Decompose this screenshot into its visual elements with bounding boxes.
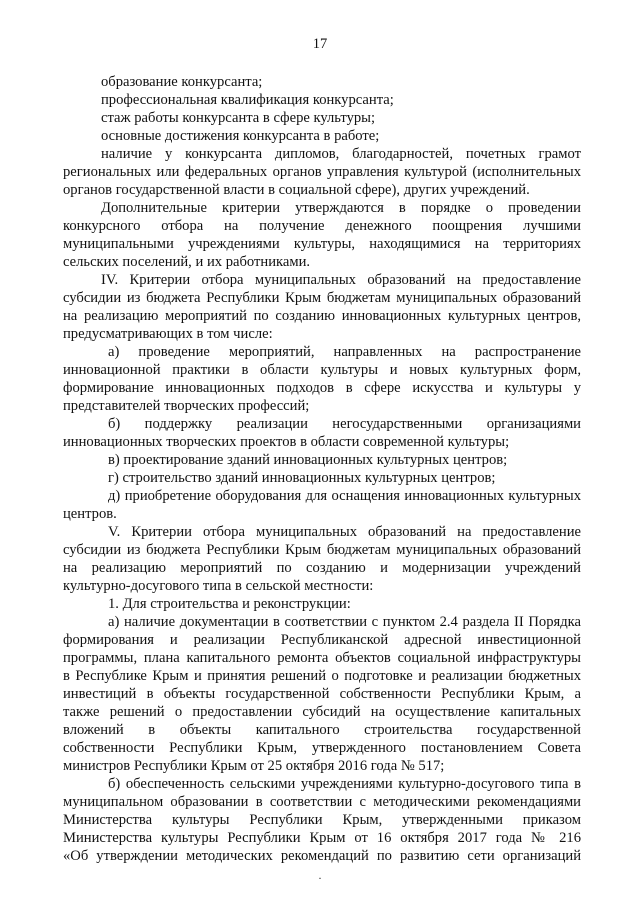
- text-line: органов государственной власти в социальной сфере), других учреждений.: [63, 182, 530, 198]
- text-line: б) обеспеченность сельскими учреждениями культурно-досугового типа в: [108, 776, 581, 792]
- text-line: сельских поселений, и их работниками.: [63, 254, 311, 270]
- text-line: формирования и реализации Республиканской адресной инвестиционной: [63, 632, 581, 648]
- text-line: представителей творческих профессий;: [63, 398, 310, 414]
- text-line: инвестиций в объекты государственной собственности Республики Крым, а: [63, 686, 581, 702]
- text-line: а) проведение мероприятий, направленных на распространение: [108, 344, 581, 360]
- text-line: IV. Критерии отбора муниципальных образований на предоставление: [101, 272, 581, 288]
- text-line: программы, плана капитального ремонта объектов социальной инфраструктуры: [63, 650, 581, 666]
- text-line: образование конкурсанта;: [101, 74, 263, 90]
- text-line: д) приобретение оборудования для оснащения инновационных культурных: [108, 488, 581, 504]
- text-line: собственности Республики Крым, утвержденного постановлением Совета: [63, 740, 581, 756]
- text-line: б) поддержку реализации негосударственными организациями: [108, 416, 581, 432]
- text-line: Дополнительные критерии утверждаются в порядке о проведении: [101, 200, 581, 216]
- text-line: г) строительство зданий инновационных культурных центров;: [108, 470, 496, 486]
- text-line: культурно-досугового типа в сельской местности:: [63, 578, 374, 594]
- text-line: также решений о предоставлении субсидий на осуществление капитальных: [63, 704, 581, 720]
- text-line: на реализацию мероприятий по созданию инновационных культурных центров,: [63, 308, 581, 324]
- text-line: на реализацию мероприятий по созданию и модернизации учреждений: [63, 560, 581, 576]
- text-line: субсидии из бюджета Республики Крым бюджетам муниципальных образований: [63, 290, 581, 306]
- text-line: профессиональная квалификация конкурсанта;: [101, 92, 394, 108]
- text-line: предусматривающих в том числе:: [63, 326, 273, 342]
- text-line: Министерства культуры Республики Крым от 16 октября 2017 года № 216: [63, 830, 581, 846]
- text-line: региональных или федеральных органов управления культурой (исполнительных: [63, 164, 581, 180]
- text-line: стаж работы конкурсанта в сфере культуры;: [101, 110, 376, 126]
- text-line: 1. Для строительства и реконструкции:: [108, 596, 351, 612]
- text-line: «Об утверждении методических рекомендаций по развитию сети организаций: [63, 848, 581, 864]
- text-line: V. Критерии отбора муниципальных образований на предоставление: [108, 524, 581, 540]
- text-line: конкурсного отбора на получение денежного поощрения лучшими: [63, 218, 581, 234]
- text-line: а) наличие документации в соответствии с пунктом 2.4 раздела II Порядка: [108, 614, 581, 630]
- text-line: Министерства культуры Республики Крым, утвержденными приказом: [63, 812, 581, 828]
- text-line: центров.: [63, 506, 117, 522]
- text-line: основные достижения конкурсанта в работе;: [101, 128, 380, 144]
- text-line: министров Республики Крым от 25 октября 2016 года № 517;: [63, 758, 445, 774]
- scan-mark: ·: [318, 871, 322, 885]
- text-line: инновационной практики в области культуры и новых культурных форм,: [63, 362, 581, 378]
- page-number: 17: [312, 36, 328, 52]
- text-line: формирование инновационных подходов в сфере искусства и культуры у: [63, 380, 581, 396]
- text-line: муниципальном образовании в соответствии с методическими рекомендациями: [63, 794, 581, 810]
- text-line: наличие у конкурсанта дипломов, благодарностей, почетных грамот: [101, 146, 581, 162]
- text-line: в Республике Крым и принятия решений о подготовке и реализации бюджетных: [63, 668, 581, 684]
- text-line: субсидии из бюджета Республики Крым бюджетам муниципальных образований: [63, 542, 581, 558]
- text-line: в) проектирование зданий инновационных культурных центров;: [108, 452, 508, 468]
- text-line: вложений в объекты капитального строительства государственной: [63, 722, 581, 738]
- text-line: инновационных творческих проектов в области современной культуры;: [63, 434, 510, 450]
- text-line: муниципальными учреждениями культуры, находящимися на территориях: [63, 236, 581, 252]
